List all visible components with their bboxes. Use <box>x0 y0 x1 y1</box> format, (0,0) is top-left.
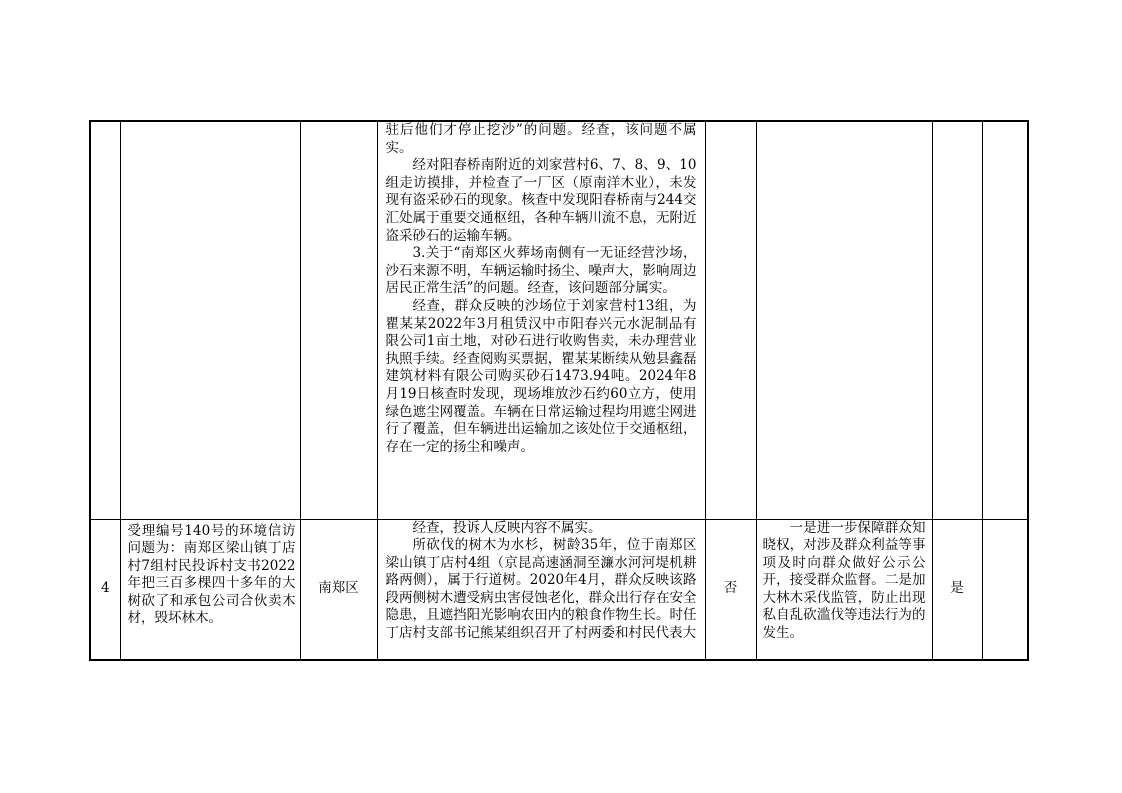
district-cell <box>300 121 377 519</box>
findings-paragraph: 经对阳春桥南附近的刘家营村6、7、8、9、10组走访摸排，并检查了一厂区（原南洋木业），未发现有盗采砂石的现象。核查中发现阳春桥南与244交汇处属于重要交通枢纽，各种车辆川流不息，无附近盗采砂石的运输车辆。 <box>385 157 697 244</box>
row-number-cell <box>90 121 120 519</box>
findings-cell <box>377 519 705 660</box>
status-cell <box>932 121 982 519</box>
verified-cell: 否 <box>705 519 756 660</box>
report-table <box>89 120 1029 661</box>
findings-paragraph: 经查，投诉人反映内容不属实。 <box>412 519 602 536</box>
findings-cell <box>377 121 705 519</box>
findings-paragraph: 所砍伐的树木为水杉，树龄35年，位于南郑区梁山镇丁店村4组（京昆高速涵洞至濂水河河堤机耕路两侧），属于行道树。2020年4月，群众反映该路段两侧树木遭受病虫害侵蚀老化，群众出行存在安全隐患，且遮挡阳光影响农田内的粮食作物生长。时任丁店村支部书记熊某组织召开了村两委和村民代表大 <box>385 537 697 642</box>
issue-cell: 受理编号140号的环境信访问题为：南郑区梁山镇丁店村7组村民投诉村支书2022年把三百多棵四十多年的大树砍了和承包公司合伙卖木材，毁坏林木。 <box>120 519 300 660</box>
measures-cell <box>756 519 932 660</box>
status-cell: 是 <box>932 519 982 660</box>
table-row <box>90 519 1028 660</box>
remarks-cell <box>982 519 1028 660</box>
verified-cell <box>705 121 756 519</box>
findings-paragraph: 驻后他们才停止挖沙”的问题。经查，该问题不属实。 <box>385 122 697 156</box>
remarks-cell <box>982 121 1028 519</box>
issue-cell <box>120 121 300 519</box>
measures-text: 一是进一步保障群众知晓权，对涉及群众利益等事项及时向群众做好公示公开，接受群众监督。二是加大林木采伐监管，防止出现私自乱砍滥伐等违法行为的发生。 <box>762 519 926 642</box>
row-number-cell: 4 <box>90 519 120 660</box>
findings-paragraph: 3.关于“南郑区火葬场南侧有一无证经营沙场，沙石来源不明，车辆运输时扬尘、噪声大，影响周边居民正常生活”的问题。经查，该问题部分属实。 <box>385 245 697 297</box>
district-cell: 南郑区 <box>300 519 377 660</box>
table-row <box>90 121 1028 519</box>
findings-paragraph: 经查，群众反映的沙场位于刘家营村13组，为瞿某某2022年3月租赁汉中市阳春兴元水泥制品有限公司1亩土地，对砂石进行收购售卖，未办理营业执照手续。经查阅购买票据，瞿某某断续从勉县鑫磊建筑材料有限公司购买砂石1473.94吨。2024年8月19日核查时发现，现场堆放沙石约60立方，使用绿色遮尘网覆盖。车辆在日常运输过程均用遮尘网进行了覆盖，但车辆进出运输加之该处位于交通枢纽，存在一定的扬尘和噪声。 <box>385 297 697 455</box>
measures-cell <box>756 121 932 519</box>
